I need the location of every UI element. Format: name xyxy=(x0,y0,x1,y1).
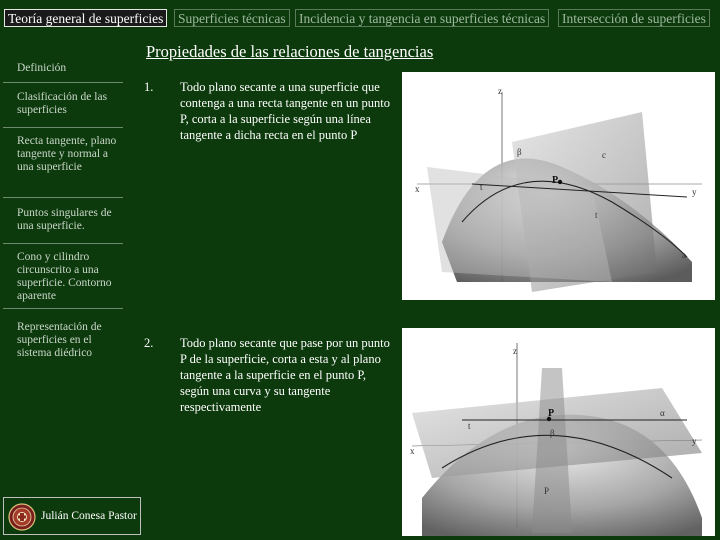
sidebar-item-clasificacion[interactable]: Clasificación de las superficies xyxy=(17,91,108,116)
sidebar-item-puntos-singulares[interactable]: Puntos singulares de una superficie. xyxy=(17,207,112,232)
sidebar-item-cono-cilindro[interactable]: Cono y cilindro circunscrito a una superficie. Contorno aparente xyxy=(17,251,112,302)
tab-teoria-general[interactable]: Teoría general de superficies xyxy=(4,9,167,27)
axis-label: z xyxy=(513,346,517,356)
point-label: P xyxy=(548,408,555,419)
axis-label: x xyxy=(410,446,415,456)
item-text: Todo plano secante que pase por un punto P de la superficie, corta a esta y al plano tangente a la superficie en el punto P, según una curva y su tangente respectivamente xyxy=(180,336,390,414)
sidebar-divider xyxy=(3,308,123,309)
author-name: Julián Conesa Pastor xyxy=(41,510,137,522)
sidebar-divider xyxy=(3,197,123,198)
axis-label: y xyxy=(692,187,697,197)
sidebar-item-representacion[interactable]: Representación de superficies en el sistema diédrico xyxy=(17,321,102,359)
item-number: 2. xyxy=(144,336,154,350)
tangency-figure-2 xyxy=(402,328,715,536)
item-number: 1. xyxy=(144,80,154,94)
university-seal-icon xyxy=(8,503,36,531)
line-label: t xyxy=(595,210,598,220)
page-title: Propiedades de las relaciones de tangencias xyxy=(146,42,434,61)
tab-superficies-tecnicas[interactable]: Superficies técnicas xyxy=(174,9,290,27)
plane-label: a xyxy=(682,250,686,260)
point-label: P xyxy=(552,175,559,186)
line-label: t xyxy=(468,421,471,431)
curve-label: c xyxy=(602,150,606,160)
axis-label: x xyxy=(415,184,420,194)
axis-label: y xyxy=(692,436,697,446)
top-navigation-bar xyxy=(0,0,720,38)
tab-interseccion[interactable]: Intersección de superficies xyxy=(558,9,710,27)
point-label: P xyxy=(544,486,550,496)
sidebar-item-definicion[interactable]: Definición xyxy=(17,62,67,74)
tab-incidencia-tangencia[interactable]: Incidencia y tangencia en superficies técnicas xyxy=(295,9,549,27)
sidebar-item-recta-tangente[interactable]: Recta tangente, plano tangente y normal a una superficie xyxy=(17,135,117,173)
plane-label: β xyxy=(517,147,522,157)
line-label: t xyxy=(480,182,483,192)
plane-label: α xyxy=(660,408,665,418)
sidebar-divider xyxy=(3,127,123,128)
sidebar-divider xyxy=(3,243,123,244)
plane-label: β xyxy=(550,428,555,438)
tangency-figure-1 xyxy=(402,72,715,300)
item-text: Todo plano secante a una superficie que contenga a una recta tangente en un punto P, corta a la superficie según una línea tangente a dicha recta en el punto P xyxy=(180,80,390,142)
author-badge[interactable] xyxy=(3,497,141,535)
axis-label: z xyxy=(498,86,502,96)
